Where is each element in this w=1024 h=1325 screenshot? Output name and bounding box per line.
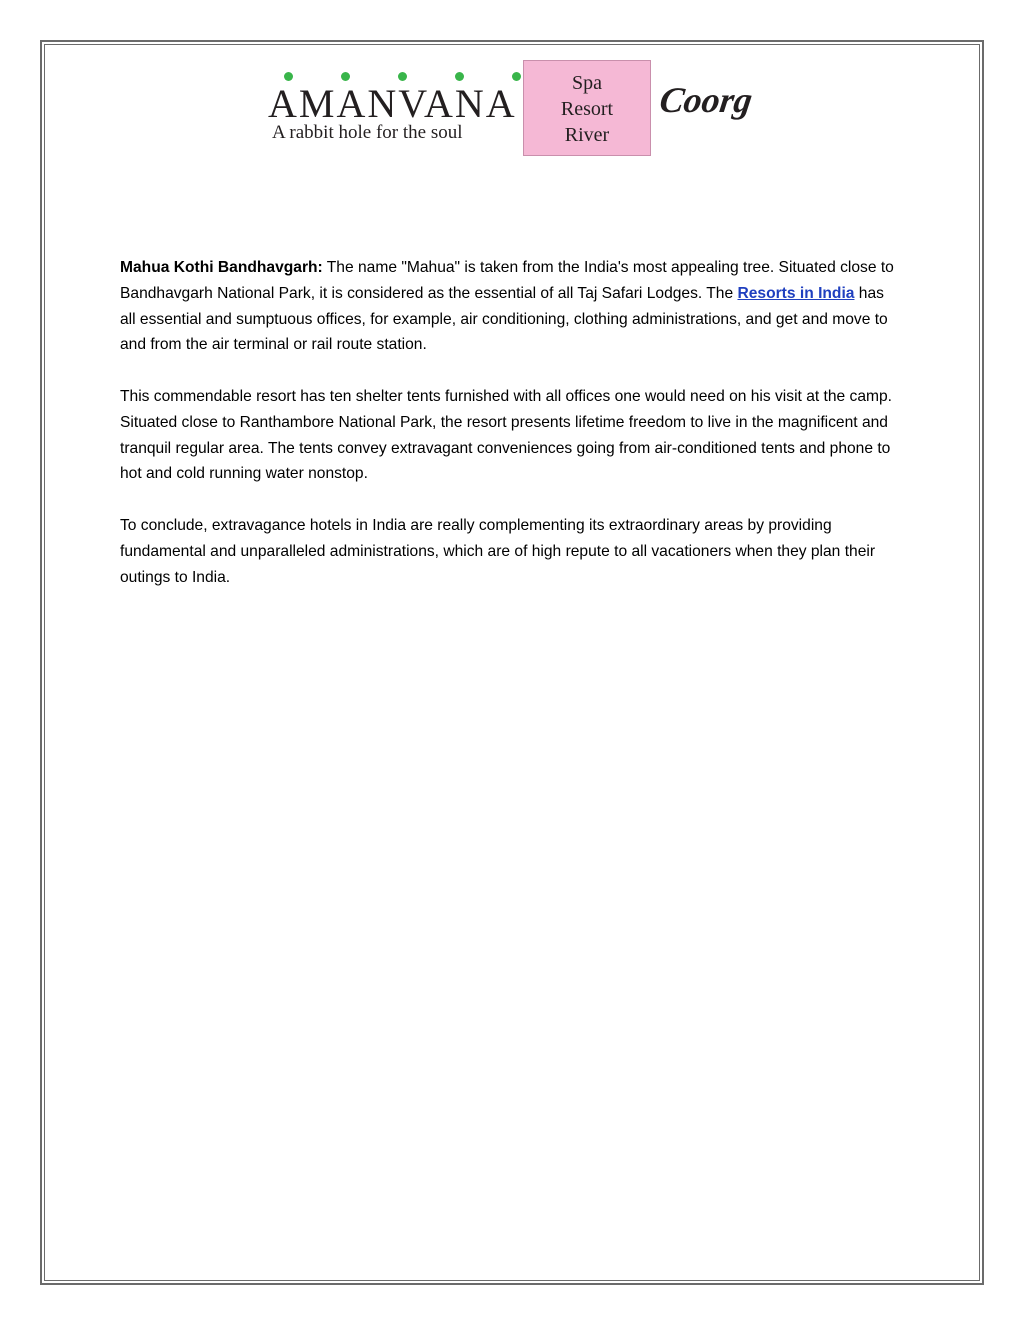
logo-dot xyxy=(455,72,464,81)
resorts-in-india-link[interactable]: Resorts in India xyxy=(737,284,855,302)
amanvana-logo xyxy=(268,70,524,150)
paragraph-text: has all essential and sumptuous offices, for example, air conditioning, clothing administrations, and get and move to and from the air terminal or rail route station. xyxy=(120,284,888,354)
logo-location: Coorg xyxy=(657,80,755,120)
logo-brand: AMANVANA xyxy=(268,81,517,126)
logo-tagline: A rabbit hole for the soul xyxy=(272,122,463,143)
document-body xyxy=(120,255,900,616)
logo-box-river: River xyxy=(564,124,610,146)
paragraph-text: The name "Mahua" is taken from the India's most appealing tree. Situated close to Bandhavgarh National Park, it is considered as the essential of all Taj Safari Lodges. The xyxy=(120,259,894,302)
paragraph-lead: Mahua Kothi Bandhavgarh: xyxy=(120,259,323,276)
paragraph-conclusion: To conclude, extravagance hotels in India are really complementing its extraordinary areas by providing fundamental and unparalleled administrations, which are of high repute to all vacationers when they plan their outings to India. xyxy=(120,516,876,586)
logo-dot xyxy=(341,72,350,81)
page-border-inner xyxy=(44,44,980,1281)
logo-dot xyxy=(512,72,521,81)
logo-pink-box xyxy=(523,60,651,156)
logo-dot xyxy=(284,72,293,81)
logo-box-resort: Resort xyxy=(560,98,614,120)
logo-dot xyxy=(398,72,407,81)
paragraph-resort-tents: This commendable resort has ten shelter tents furnished with all offices one would need on his visit at the camp. Situated close to Ranthambore National Park, the resort presents lifetime freedom to live in the magnificent and tranquil regular area. The tents convey extravagant conveniences going from air-conditioned tents and phone to hot and cold running water nonstop. xyxy=(120,387,893,483)
paragraph-mahua-kothi xyxy=(120,255,900,358)
logo-box-spa: Spa xyxy=(572,72,602,94)
